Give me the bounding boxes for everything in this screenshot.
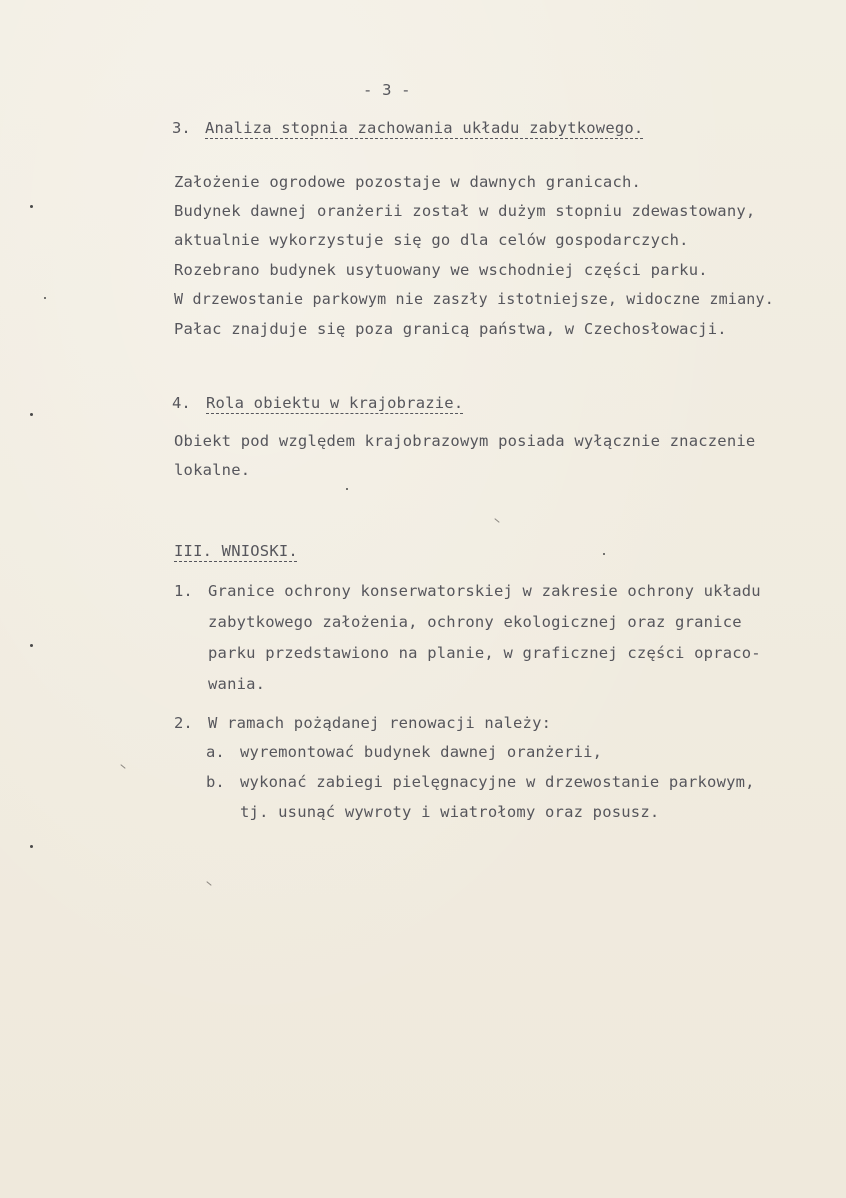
- scan-mark: [120, 764, 125, 769]
- item1-line-4: wania.: [208, 675, 266, 693]
- item1-line-3: parku przedstawiono na planie, w graficznej części opraco-: [208, 644, 761, 662]
- scan-speck: [44, 297, 46, 299]
- conclusions-title: III. WNIOSKI.: [174, 542, 298, 560]
- section4-line-1: Obiekt pod względem krajobrazowym posiada wyłącznie znaczenie: [174, 432, 756, 450]
- item2-number: 2.: [174, 714, 193, 732]
- item1-line-1: Granice ochrony konserwatorskiej w zakresie ochrony układu: [208, 582, 761, 600]
- section4-number: 4.: [172, 394, 191, 412]
- scan-speck: [30, 205, 33, 208]
- section4-title: Rola obiektu w krajobrazie.: [206, 394, 464, 412]
- section3-line-6: Pałac znajduje się poza granicą państwa, w Czechosłowacji.: [174, 320, 727, 338]
- item2-subitem-b-label: b.: [206, 773, 225, 791]
- section3-line-3: aktualnie wykorzystuje się go dla celów gospodarczych.: [174, 231, 689, 249]
- section3-line-4: Rozebrano budynek usytuowany we wschodniej części parku.: [174, 261, 708, 279]
- section3-line-5: W drzewostanie parkowym nie zaszły istotniejsze, widoczne zmiany.: [174, 290, 774, 308]
- scan-speck: [346, 488, 348, 490]
- item1-number: 1.: [174, 582, 193, 600]
- page-number: - 3 -: [363, 81, 411, 99]
- scan-speck: [30, 845, 33, 848]
- section3-title: Analiza stopnia zachowania układu zabytkowego.: [205, 119, 644, 137]
- scan-speck: [30, 413, 33, 416]
- item2-intro: W ramach pożądanej renowacji należy:: [208, 714, 552, 732]
- scan-mark: [206, 881, 211, 886]
- item2-continuation: tj. usunąć wywroty i wiatrołomy oraz posusz.: [240, 803, 660, 821]
- section3-number: 3.: [172, 119, 191, 137]
- item1-line-2: zabytkowego założenia, ochrony ekologicznej oraz granice: [208, 613, 742, 631]
- section3-line-2: Budynek dawnej oranżerii został w dużym stopniu zdewastowany,: [174, 202, 756, 220]
- scan-mark: [494, 518, 499, 523]
- item2-subitem-a-text: wyremontować budynek dawnej oranżerii,: [240, 743, 603, 761]
- item2-subitem-a-label: a.: [206, 743, 225, 761]
- scan-speck: [30, 644, 33, 647]
- scan-speck: [603, 553, 605, 555]
- section4-line-2: lokalne.: [174, 461, 251, 479]
- item2-subitem-b-text: wykonać zabiegi pielęgnacyjne w drzewostanie parkowym,: [240, 773, 755, 791]
- section3-line-1: Założenie ogrodowe pozostaje w dawnych granicach.: [174, 173, 642, 191]
